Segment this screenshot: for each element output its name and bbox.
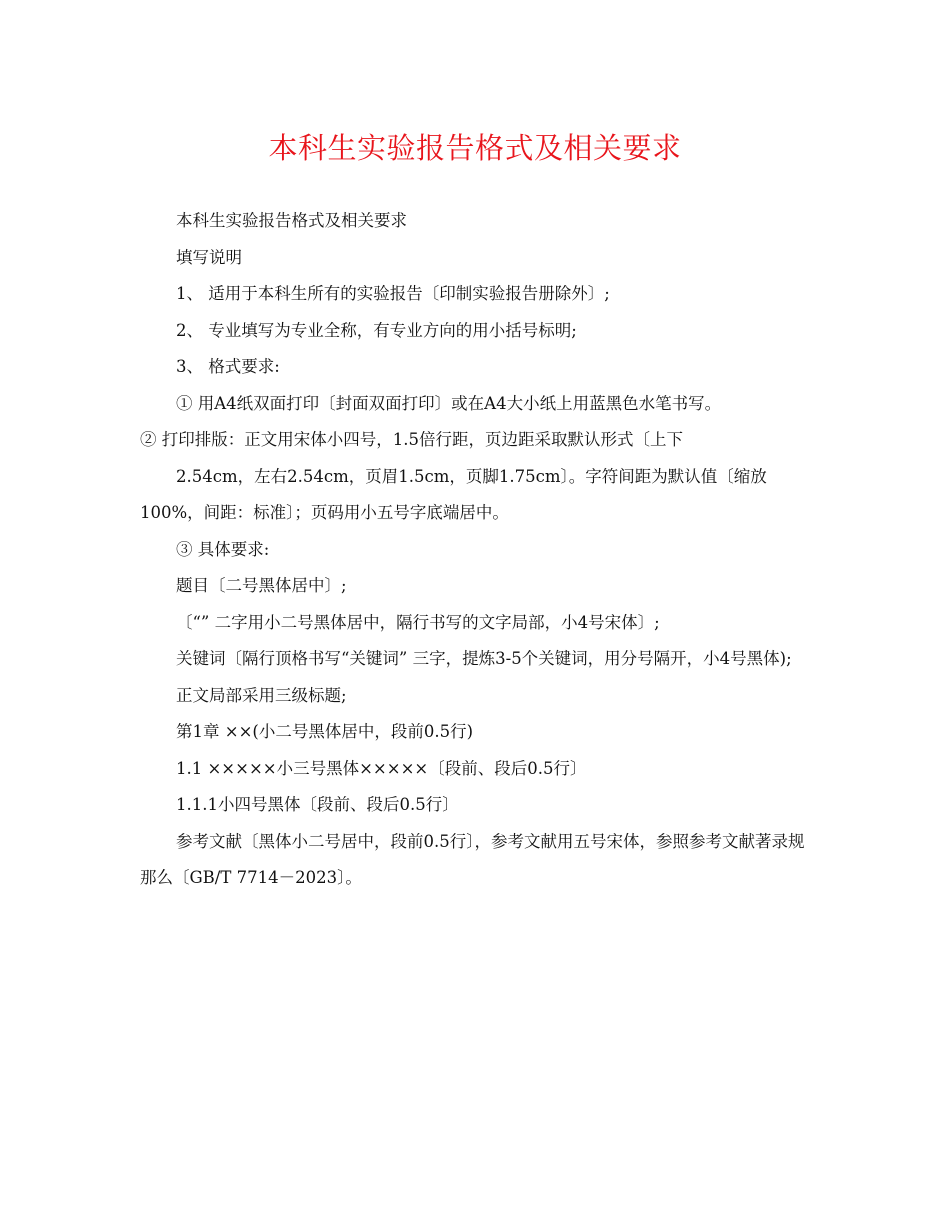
paragraph-item-2: 2、 专业填写为专业全称，有专业方向的用小括号标明; bbox=[176, 320, 577, 340]
paragraph-section-rule: 1.1 ×××××小三号黑体×××××〔段前、段后0.5行〕 bbox=[176, 758, 587, 778]
paragraph-format-3: ③ 具体要求: bbox=[176, 539, 270, 559]
paragraph-title-rule: 题目〔二号黑体居中〕; bbox=[176, 576, 347, 595]
paragraph-references-rule: 参考文献〔黑体小二号居中，段前0.5行〕，参考文献用五号宋体，参照参考文献著录规那么〔GB/T 7714－2023〕。 bbox=[140, 831, 805, 887]
paragraph-item-1: 1、 适用于本科生所有的实验报告〔印制实验报告册除外〕; bbox=[176, 284, 610, 303]
paragraph-format-1: ① 用A4纸双面打印〔封面双面打印〕或在A4大小纸上用蓝黑色水笔书写。 bbox=[176, 393, 722, 413]
paragraph-item-3: 3、 格式要求: bbox=[176, 357, 280, 376]
paragraph-instructions-heading: 填写说明 bbox=[176, 247, 242, 267]
paragraph-format-2-continued: 2.54cm，左右2.54cm，页眉1.5cm，页脚1.75cm〕。字符间距为默认值〔缩放100%，间距：标准〕；页码用小五号字底端居中。 bbox=[140, 466, 767, 522]
paragraph-keywords-rule: 关键词〔隔行顶格书写“关键词” 三字，提炼3-5个关键词，用分号隔开，小4号黑体); bbox=[176, 649, 792, 668]
document-body bbox=[140, 203, 812, 897]
paragraph-format-2: ② 打印排版：正文用宋体小四号，1.5倍行距，页边距采取默认形式〔上下 bbox=[140, 430, 683, 449]
paragraph-subtitle: 本科生实验报告格式及相关要求 bbox=[176, 211, 407, 230]
paragraph-headings-rule: 正文局部采用三级标题; bbox=[176, 685, 347, 705]
paragraph-chapter-rule: 第1章 ××(小二号黑体居中，段前0.5行) bbox=[176, 722, 474, 741]
document-title: 本科生实验报告格式及相关要求 bbox=[268, 131, 682, 165]
paragraph-subsection-rule: 1.1.1小四号黑体〔段前、段后0.5行〕 bbox=[176, 795, 459, 814]
paragraph-abstract-rule: 〔“” 二字用小二号黑体居中，隔行书写的文字局部，小4号宋体〕; bbox=[176, 612, 660, 632]
